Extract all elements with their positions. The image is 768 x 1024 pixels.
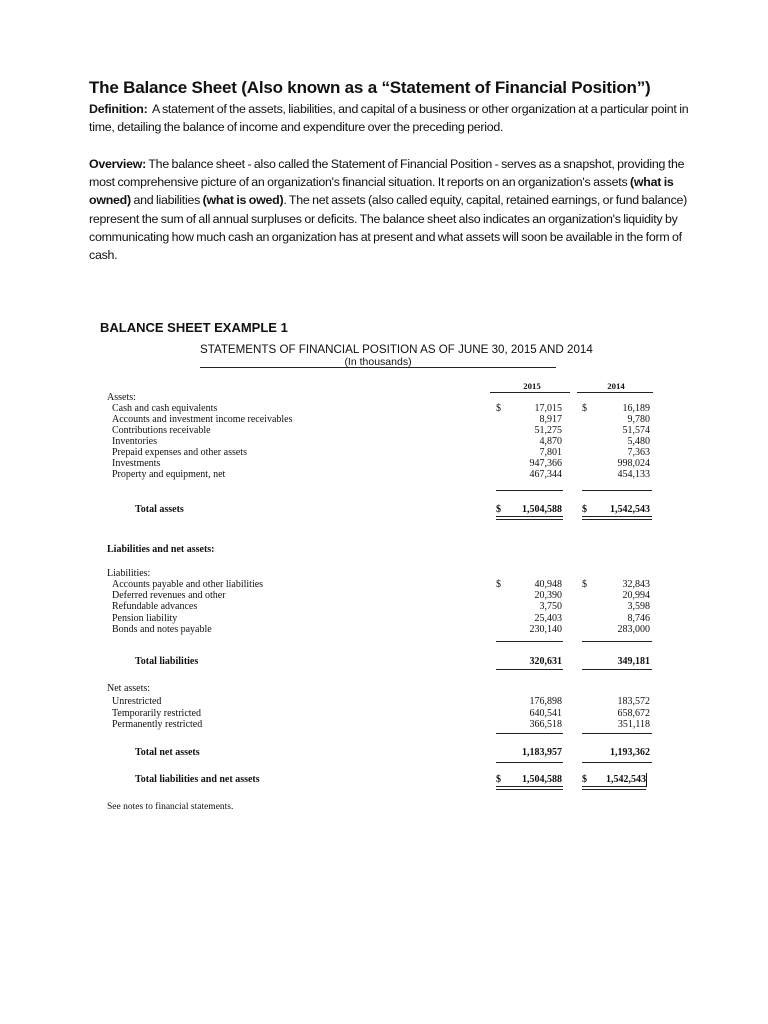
assets-row-value-2015: 17,015	[534, 403, 562, 414]
liabilities-row-value-2014: 32,843	[622, 579, 650, 590]
assets-row-value-2014: 998,024	[617, 458, 650, 469]
net-assets-row-value-2014: 351,118	[617, 719, 650, 730]
subtotal-rule	[496, 733, 563, 734]
total-liabilities-2014: 349,181	[617, 656, 650, 667]
assets-row-value-2015: 947,366	[529, 458, 562, 469]
net-assets-row-value-2014: 658,672	[617, 708, 650, 719]
liabilities-row-label: Pension liability	[112, 613, 178, 624]
dollar-sign: $	[496, 403, 501, 414]
subtotal-rule	[582, 669, 652, 670]
grand-total-2015: 1,504,588	[522, 774, 562, 785]
assets-row-value-2015: 8,917	[539, 414, 562, 425]
liabilities-row-value-2014: 283,000	[617, 624, 650, 635]
dollar-sign: $	[582, 579, 587, 590]
liabilities-row-value-2015: 230,140	[529, 624, 562, 635]
dollar-sign: $	[496, 579, 501, 590]
subtotal-rule	[582, 733, 652, 734]
grand-total-label: Total liabilities and net assets	[135, 774, 260, 785]
assets-row-value-2014: 16,189	[622, 403, 650, 414]
page-title: The Balance Sheet (Also known as a “Statement of Financial Position”)	[89, 78, 651, 97]
liabilities-row-label: Bonds and notes payable	[112, 624, 212, 635]
assets-row-label: Property and equipment, net	[112, 469, 226, 480]
assets-row-value-2015: 467,344	[529, 469, 562, 480]
dollar-sign: $	[582, 774, 587, 785]
assets-row-label: Accounts and investment income receivables	[112, 414, 293, 425]
net-assets-row-label: Unrestricted	[112, 696, 162, 707]
assets-row-value-2014: 7,363	[627, 447, 650, 458]
assets-row-value-2014: 9,780	[627, 414, 650, 425]
total-double-rule	[496, 786, 563, 790]
total-double-rule	[496, 516, 563, 520]
total-net-assets-2014: 1,193,362	[610, 747, 650, 758]
assets-row-label: Prepaid expenses and other assets	[112, 447, 247, 458]
overview-bold-owed: (what is owed)	[202, 193, 284, 208]
example-label: BALANCE SHEET EXAMPLE 1	[100, 320, 288, 335]
net-assets-row-label: Temporarily restricted	[112, 708, 201, 719]
liabilities-row-value-2015: 20,390	[534, 590, 562, 601]
liabilities-row-label: Accounts payable and other liabilities	[112, 579, 264, 590]
liabilities-row-value-2014: 8,746	[627, 613, 650, 624]
subtotal-rule	[496, 762, 563, 763]
liabilities-heading: Liabilities:	[107, 568, 151, 579]
assets-row-value-2014: 5,480	[627, 436, 650, 447]
liabilities-row-label: Deferred revenues and other	[112, 590, 226, 601]
footnote: See notes to financial statements.	[107, 802, 234, 812]
assets-row-label: Contributions receivable	[112, 425, 211, 436]
assets-row-value-2015: 51,275	[534, 425, 562, 436]
assets-row-value-2014: 454,133	[617, 469, 650, 480]
assets-heading: Assets:	[107, 392, 136, 403]
net-assets-row-value-2014: 183,572	[617, 696, 650, 707]
assets-row-value-2014: 51,574	[622, 425, 650, 436]
statement-title: STATEMENTS OF FINANCIAL POSITION AS OF JUNE 30, 2015 AND 2014	[200, 343, 593, 356]
column-header-rule-2014	[577, 392, 653, 393]
assets-row-label: Inventories	[112, 436, 157, 447]
net-assets-row-value-2015: 366,518	[529, 719, 562, 730]
dollar-sign: $	[496, 504, 501, 515]
column-header-2014: 2014	[607, 381, 625, 391]
overview-paragraph	[89, 155, 689, 264]
definition-text: A statement of the assets, liabilities, and capital of a business or other organization at a particular point in time, detailing the balance of income and expenditure over the preceding period.	[89, 102, 689, 135]
total-liabilities-2015: 320,631	[529, 656, 562, 667]
total-double-rule	[582, 516, 652, 520]
liabilities-and-net-assets-heading: Liabilities and net assets:	[107, 544, 215, 555]
subtotal-rule	[582, 641, 652, 642]
overview-text-2: and liabilities	[133, 193, 201, 208]
dollar-sign: $	[582, 403, 587, 414]
total-net-assets-label: Total net assets	[135, 747, 200, 758]
liabilities-row-label: Refundable advances	[112, 601, 198, 612]
assets-row-label: Investments	[112, 458, 161, 469]
statement-title-rule	[200, 367, 556, 368]
liabilities-row-value-2014: 3,598	[627, 601, 650, 612]
total-liabilities-label: Total liabilities	[135, 656, 199, 667]
liabilities-row-value-2015: 25,403	[534, 613, 562, 624]
net-assets-row-value-2015: 176,898	[529, 696, 562, 707]
liabilities-row-value-2015: 40,948	[534, 579, 562, 590]
net-assets-row-label: Permanently restricted	[112, 719, 203, 730]
dollar-sign: $	[496, 774, 501, 785]
total-assets-2015: 1,504,588	[522, 504, 562, 515]
column-header-2015: 2015	[523, 381, 541, 391]
overview-text-1: The balance sheet - also called the Statement of Financial Position - serves as a snapshot, providing the most comprehensive picture of an organization's financial situation. It reports on an organization's assets	[89, 157, 685, 190]
statement-subtitle: (In thousands)	[344, 356, 412, 368]
definition-paragraph	[89, 100, 689, 136]
subtotal-rule	[496, 669, 563, 670]
text-cursor	[646, 773, 647, 787]
liabilities-row-value-2015: 3,750	[539, 601, 562, 612]
subtotal-rule	[582, 762, 652, 763]
net-assets-row-value-2015: 640,541	[529, 708, 562, 719]
total-assets-label: Total assets	[135, 504, 184, 515]
definition-label: Definition:	[89, 102, 148, 116]
liabilities-row-value-2014: 20,994	[622, 590, 650, 601]
column-header-rule-2015	[490, 392, 570, 393]
subtotal-rule	[496, 641, 563, 642]
overview-label: Overview:	[89, 157, 146, 171]
total-double-rule	[582, 786, 646, 790]
subtotal-rule	[582, 490, 652, 491]
total-net-assets-2015: 1,183,957	[522, 747, 562, 758]
grand-total-2014: 1,542,543	[606, 774, 646, 785]
total-assets-2014: 1,542,543	[610, 504, 650, 515]
net-assets-heading: Net assets:	[107, 683, 151, 694]
subtotal-rule	[496, 490, 563, 491]
overview-text-3: . The net assets (also called equity, capital, retained earnings, or fund balance) represent the sum of all annual surpluses or deficits. The balance sheet also indicates an organization's liquidity by communicating how much cash an organization has at present and what assets will soon be available in the form of cash.	[89, 193, 688, 263]
assets-row-value-2015: 7,801	[539, 447, 562, 458]
assets-row-label: Cash and cash equivalents	[112, 403, 218, 414]
dollar-sign: $	[582, 504, 587, 515]
overview-bold-owned: (what is owned)	[89, 175, 674, 208]
assets-row-value-2015: 4,870	[539, 436, 562, 447]
